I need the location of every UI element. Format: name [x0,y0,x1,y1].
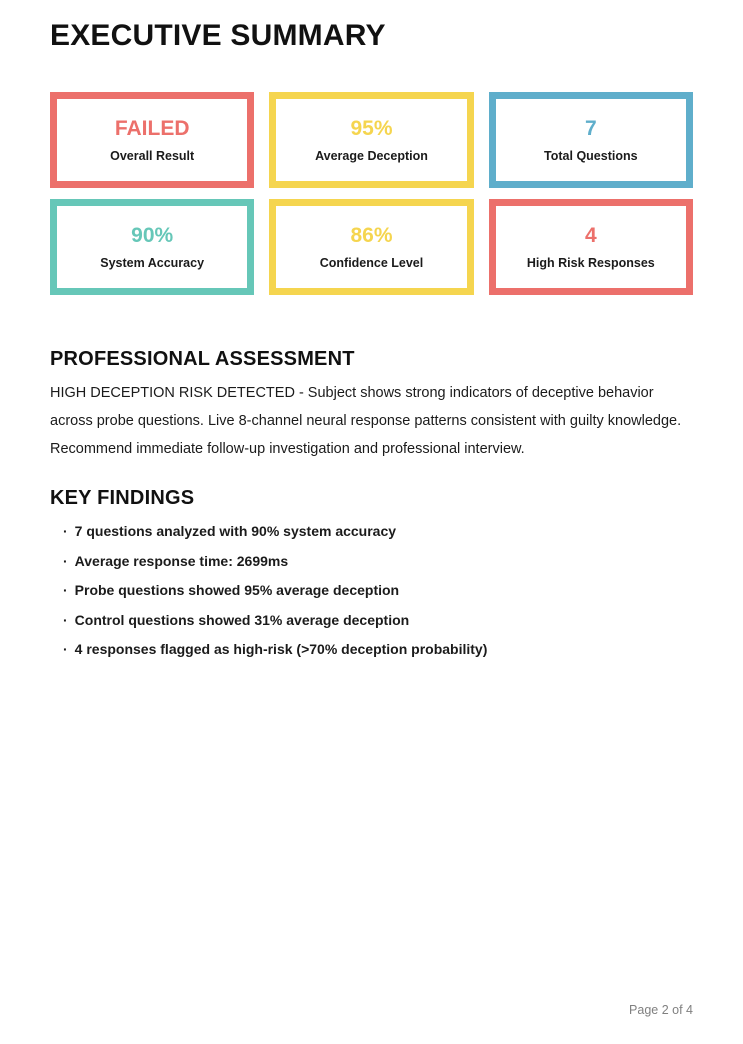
stat-label: High Risk Responses [526,256,655,270]
stat-card-total-questions [489,92,693,188]
stat-value: 95% [350,117,393,140]
finding-text: Probe questions showed 95% average deception [74,582,400,598]
stat-value: FAILED [114,117,190,140]
bullet-dot: · [63,552,68,569]
assessment-body: HIGH DECEPTION RISK DETECTED - Subject shows strong indicators of deceptive behavior across probe questions. Live 8-channel neural response patterns consistent with guilty knowledge. Recommend immediate follow-up investigation and professional interview. [50,385,682,457]
stat-value: 90% [131,224,174,247]
bullet-dot: · [63,582,68,598]
stat-value: 86% [350,224,393,247]
stat-card-high-risk-responses [489,199,693,295]
findings-list [50,524,693,657]
findings-heading: KEY FINDINGS [50,487,195,509]
stat-label: Confidence Level [319,256,424,270]
stat-label: Overall Result [110,149,195,163]
page-number: Page 2 of 4 [629,1003,693,1017]
bullet-dot: · [63,641,68,657]
stat-card-overall-result [50,92,254,188]
bullet-dot: · [63,523,68,539]
finding-text: Average response time: 2699ms [74,552,289,569]
finding-text: 4 responses flagged as high-risk (>70% deception probability) [74,641,488,657]
stat-card-average-deception [269,92,473,188]
finding-text: 7 questions analyzed with 90% system accuracy [74,523,397,539]
finding-item [63,554,693,569]
finding-item [63,642,693,657]
finding-item [63,524,693,539]
assessment-heading: PROFESSIONAL ASSESSMENT [50,348,355,370]
bullet-dot: · [63,611,68,628]
stat-cards-grid [50,92,693,295]
stat-label: Average Deception [315,149,428,163]
stat-label: System Accuracy [100,256,205,270]
stat-card-system-accuracy [50,199,254,295]
page-title: EXECUTIVE SUMMARY [50,19,386,52]
stat-value: 7 [584,117,597,140]
finding-item [63,613,693,628]
finding-item [63,583,693,598]
stat-card-confidence-level [269,199,473,295]
finding-text: Control questions showed 31% average deception [74,611,410,628]
stat-value: 4 [584,224,597,247]
stat-label: Total Questions [544,149,638,163]
